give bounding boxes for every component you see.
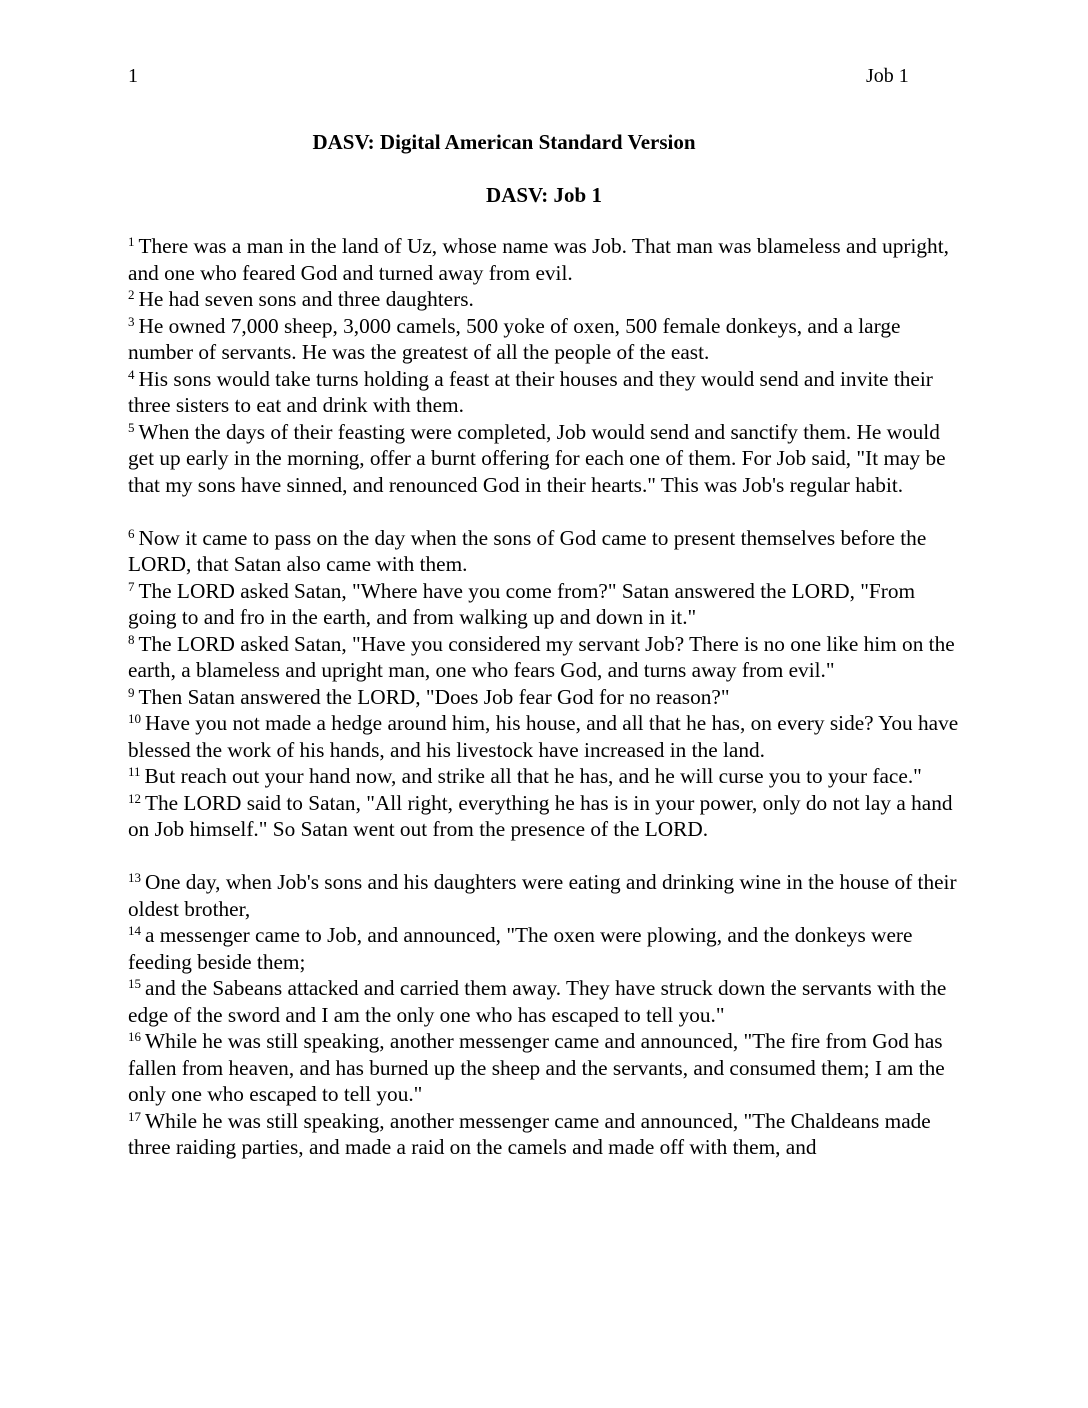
chapter-body (128, 233, 968, 1161)
verse-number: 11 (128, 764, 141, 779)
verse-number: 6 (128, 525, 135, 541)
verse (128, 790, 968, 843)
verse (128, 710, 968, 763)
paragraph-break (128, 498, 968, 525)
verse-number: 8 (128, 631, 135, 647)
verse-number: 16 (128, 1029, 141, 1044)
verse-number: 14 (128, 923, 141, 938)
verse (128, 922, 968, 975)
verse (128, 975, 968, 1028)
verse-number: 12 (128, 790, 141, 806)
paragraph-break (128, 843, 968, 870)
verse-number: 2 (128, 287, 135, 302)
verse-text: There was a man in the land of Uz, whose name was Job. That man was blameless and upright, and one who feared God and turned away from evil. (128, 234, 949, 285)
verse-text: Now it came to pass on the day when the sons of God came to present themselves before the LORD, that Satan also came with them. (128, 525, 927, 576)
verse (128, 525, 968, 578)
verse-number: 10 (128, 711, 141, 726)
verse (128, 684, 968, 711)
verse (128, 1028, 968, 1108)
verse-text: The LORD asked Satan, "Where have you come from?" Satan answered the LORD, "From going to and fro in the earth, and from walking up and down in it." (128, 578, 916, 629)
verse-number: 15 (128, 976, 141, 991)
document-title: DASV: Digital American Standard Version (312, 130, 696, 154)
verse-number: 7 (128, 578, 135, 594)
verse (128, 869, 968, 922)
verse-text: Then Satan answered the LORD, "Does Job fear God for no reason?" (138, 684, 730, 709)
verse-text: The LORD asked Satan, "Have you considered my servant Job? There is no one like him on the earth, a blameless and upright man, one who fears God, and turns away from evil." (128, 631, 955, 682)
verse-text: Have you not made a hedge around him, his house, and all that he has, on every side? You have blessed the work of his hands, and his livestock have increased in the land. (128, 711, 959, 762)
verse (128, 578, 968, 631)
verse-text: a messenger came to Job, and announced, "The oxen were plowing, and the donkeys were feeding beside them; (128, 923, 913, 974)
verse (128, 366, 968, 419)
verse-number: 3 (128, 313, 135, 329)
verse-text: One day, when Job's sons and his daughters were eating and drinking wine in the house of their oldest brother, (128, 870, 957, 921)
verse (128, 286, 968, 313)
verse (128, 313, 968, 366)
verse-number: 1 (128, 234, 135, 249)
verse-number: 17 (128, 1108, 141, 1124)
verse-text: But reach out your hand now, and strike all that he has, and he will curse you to your face." (144, 764, 922, 788)
running-header: Job 1 (866, 65, 909, 87)
verse (128, 1108, 968, 1161)
verse-text: When the days of their feasting were completed, Job would send and sanctify them. He would get up early in the morning, offer a burnt offering for each one of them. For Job said, "It may be that my sons have sinned, and renounced God in their hearts." This was Job's regular habit. (128, 419, 946, 497)
verse-text: While he was still speaking, another messenger came and announced, "The fire from God has fallen from heaven, and has burned up the sheep and the servants, and consumed them; I am the only one who escaped to tell you." (128, 1029, 945, 1106)
verse-number: 4 (128, 366, 135, 382)
page-number: 1 (128, 65, 138, 87)
verse-number: 9 (128, 684, 135, 700)
verse (128, 763, 968, 790)
verse (128, 419, 968, 499)
verse-text: and the Sabeans attacked and carried them away. They have struck down the servants with the edge of the sword and I am the only one who has escaped to tell you." (128, 976, 947, 1027)
verse-text: He owned 7,000 sheep, 3,000 camels, 500 yoke of oxen, 500 female donkeys, and a large number of servants. He was the greatest of all the people of the east. (128, 313, 901, 364)
verse (128, 631, 968, 684)
verse (128, 233, 968, 286)
verse-text: His sons would take turns holding a feast at their houses and they would send and invite their three sisters to eat and drink with them. (128, 366, 933, 417)
verse-text: The LORD said to Satan, "All right, everything he has is in your power, only do not lay a hand on Job himself." So Satan went out from the presence of the LORD. (128, 790, 953, 841)
verse-number: 13 (128, 870, 141, 885)
verse-text: While he was still speaking, another messenger came and announced, "The Chaldeans made three raiding parties, and made a raid on the camels and made off with them, and (128, 1108, 931, 1159)
verse-number: 5 (128, 419, 135, 435)
chapter-title: DASV: Job 1 (486, 183, 602, 207)
verse-text: He had seven sons and three daughters. (138, 287, 474, 311)
